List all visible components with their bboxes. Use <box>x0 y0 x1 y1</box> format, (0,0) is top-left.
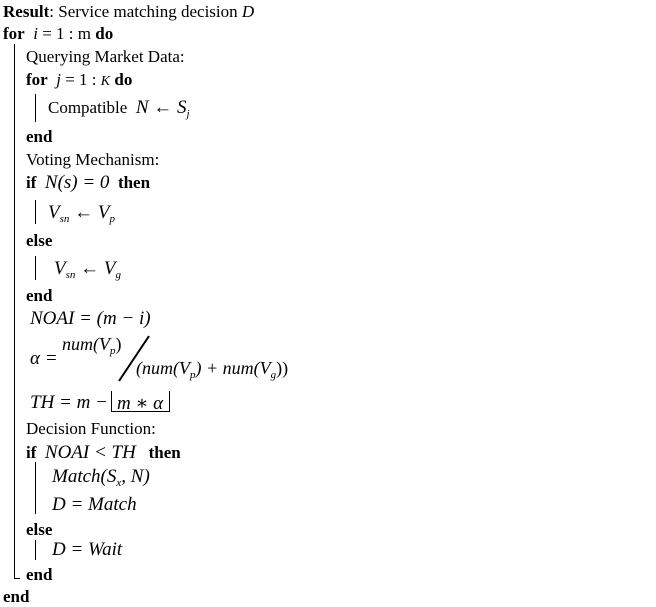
alpha-num-text: num(V <box>62 334 110 354</box>
inner-end: end <box>26 127 53 146</box>
vsn-sub: sn <box>59 213 70 225</box>
for-keyword: for <box>3 24 25 43</box>
match-sub: x <box>116 477 122 489</box>
th-floor: m ∗ α <box>117 393 164 414</box>
do-keyword-inner: do <box>114 70 133 89</box>
compatible-line <box>48 98 190 124</box>
compatible-expr: N ← S <box>135 97 187 118</box>
assign-vp-line <box>48 203 115 229</box>
alpha-den-mid: ) + num(V <box>195 358 271 378</box>
then-keyword-2: then <box>148 443 181 462</box>
if-decision-line <box>26 443 181 463</box>
inner-loop-bar <box>35 94 36 122</box>
section-vote: Voting Mechanism: <box>26 150 160 169</box>
if-vote-line <box>26 173 150 193</box>
outer-loop-bar <box>14 44 15 579</box>
vsn-lhs-2: V <box>54 258 66 279</box>
alpha-den-sub-g: g <box>270 369 277 381</box>
result-line <box>3 2 254 22</box>
match-expr: Match(S <box>52 466 117 487</box>
alpha-num-sub: p <box>110 345 116 357</box>
assign-vg-line <box>54 259 121 285</box>
alpha-denominator: $(num(V_p) + num(V_g))$ <box>136 358 289 381</box>
alpha-den-text: (num(V <box>136 358 190 378</box>
else-vote-bar <box>35 256 36 280</box>
floor-bracket <box>111 391 170 412</box>
alpha-den-sub-p: p <box>189 369 196 381</box>
result-keyword: Result <box>3 2 50 21</box>
outer-loop-var: i <box>33 24 38 43</box>
alpha-numerator: $num(V_p)$ <box>62 334 122 357</box>
th-line <box>30 393 108 413</box>
vote-end: end <box>26 286 53 305</box>
outer-end: end <box>3 587 30 606</box>
cond-vote: N(s) = 0 <box>44 172 110 193</box>
noai-line: NOAI = (m − i) <box>30 308 151 329</box>
decision-end: end <box>26 565 53 584</box>
outer-for-line <box>3 24 113 44</box>
vg-sub: g <box>115 269 121 281</box>
section-query: Querying Market Data: <box>26 47 185 66</box>
alpha-lhs: α = <box>30 348 58 369</box>
else-decision: else <box>26 520 53 539</box>
if-vote-bar <box>35 200 36 224</box>
vsn-sub-2: sn <box>65 269 76 281</box>
else-vote: else <box>26 231 53 250</box>
result-text: : Service matching decision <box>49 2 238 21</box>
else-decision-bar <box>35 540 36 560</box>
do-keyword: do <box>95 24 114 43</box>
match-tail: , N) <box>121 466 150 487</box>
outer-loop-tick <box>14 578 20 579</box>
vp-sub: p <box>109 213 115 225</box>
inner-for-line <box>26 70 132 92</box>
vsn-lhs: V <box>48 202 60 223</box>
inner-loop-range: = 1 : <box>65 70 101 89</box>
for-keyword-inner: for <box>26 70 48 89</box>
if-keyword-2: if <box>26 443 37 462</box>
outer-loop-range: = 1 : m <box>42 24 91 43</box>
th-expr: TH = m − <box>30 392 108 413</box>
d-match-line: D = Match <box>52 494 137 515</box>
then-keyword: then <box>117 173 151 192</box>
section-decision: Decision Function: <box>26 419 156 438</box>
result-var: D <box>241 2 255 21</box>
inner-loop-end: K <box>100 74 111 89</box>
if-decision-bar <box>35 462 36 514</box>
inner-loop-var: j <box>56 70 61 89</box>
compatible-sub: j <box>186 108 190 120</box>
if-keyword: if <box>26 173 37 192</box>
d-wait-line: D = Wait <box>52 539 123 560</box>
compatible-label: Compatible <box>48 98 128 117</box>
assign-arrow: ← V <box>69 202 110 223</box>
cond-decision: NOAI < TH <box>44 442 136 463</box>
assign-arrow-2: ← V <box>75 258 116 279</box>
match-line <box>52 467 150 493</box>
